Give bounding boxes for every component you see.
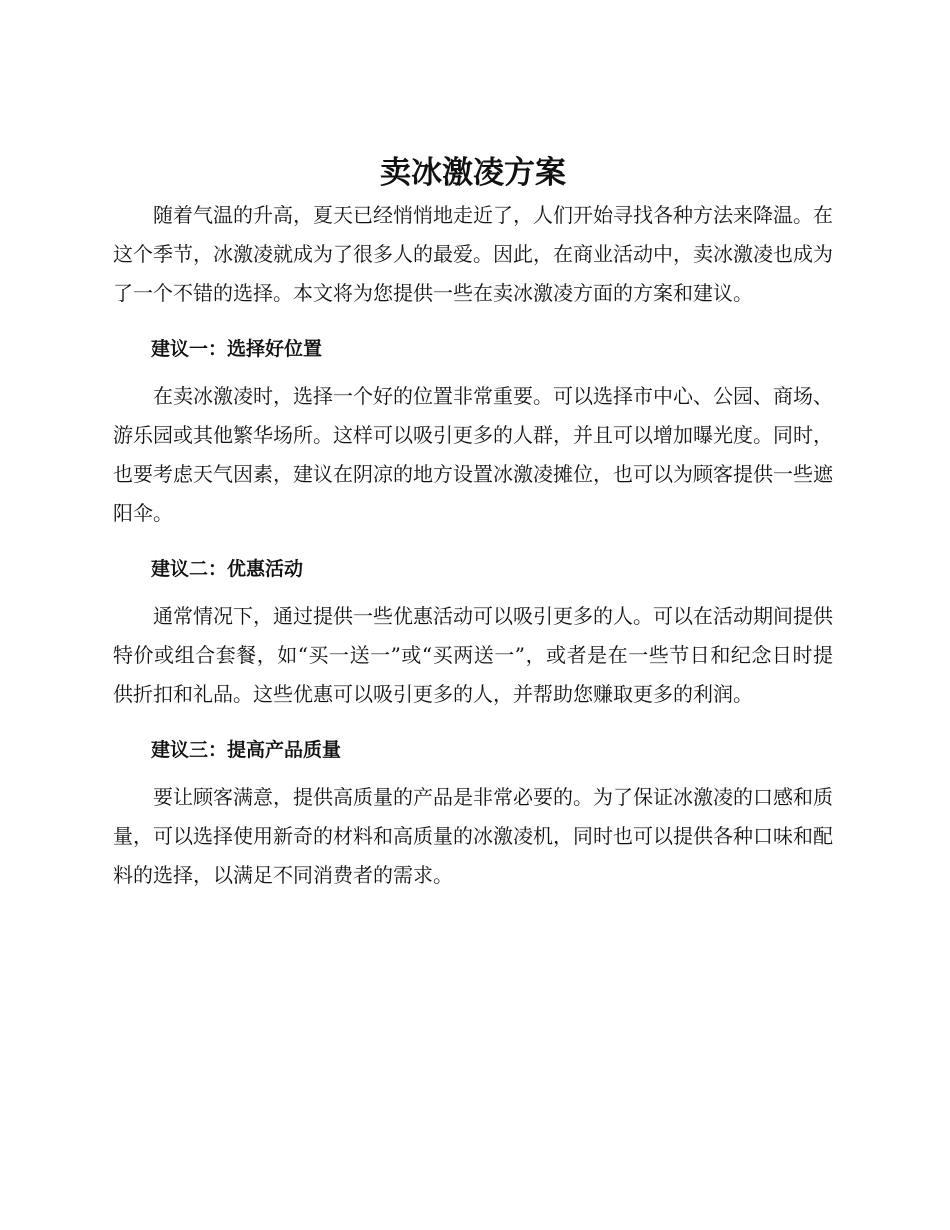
section-body-2: 通常情况下，通过提供一些优惠活动可以吸引更多的人。可以在活动期间提供特价或组合套餐，如“买一送一”或“买两送一”，或者是在一些节日和纪念日时提供折扣和礼品。这些优惠可以吸引更多的人，并帮助您赚取更多的利润。: [113, 604, 833, 706]
section-heading-1: 建议一：选择好位置: [151, 338, 323, 360]
section-body-3: 要让顾客满意，提供高质量的产品是非常必要的。为了保证冰激凌的口感和质量，可以选择使用新奇的材料和高质量的冰激凌机，同时也可以提供各种口味和配料的选择，以满足不同消费者的需求。: [113, 785, 833, 887]
section-heading-3: 建议三：提高产品质量: [151, 739, 342, 761]
spacer: [113, 313, 833, 321]
document-content: [113, 150, 833, 895]
spacer: [113, 714, 833, 722]
section-heading-2: 建议二：优惠活动: [151, 558, 304, 580]
document-title: 卖冰激凌方案: [380, 155, 566, 191]
intro-paragraph: 随着气温的升高，夏天已经悄悄地走近了，人们开始寻找各种方法来降温。在这个季节，冰激凌就成为了很多人的最爱。因此，在商业活动中，卖冰激凌也成为了一个不错的选择。本文将为您提供一些在卖冰激凌方面的方案和建议。: [113, 203, 833, 305]
section-body-1: 在卖冰激凌时，选择一个好的位置非常重要。可以选择市中心、公园、商场、游乐园或其他繁华场所。这样可以吸引更多的人群，并且可以增加曝光度。同时，也要考虑天气因素，建议在阴凉的地方设置冰激凌摊位，也可以为顾客提供一些遮阳伞。: [113, 384, 833, 525]
spacer: [113, 533, 833, 541]
